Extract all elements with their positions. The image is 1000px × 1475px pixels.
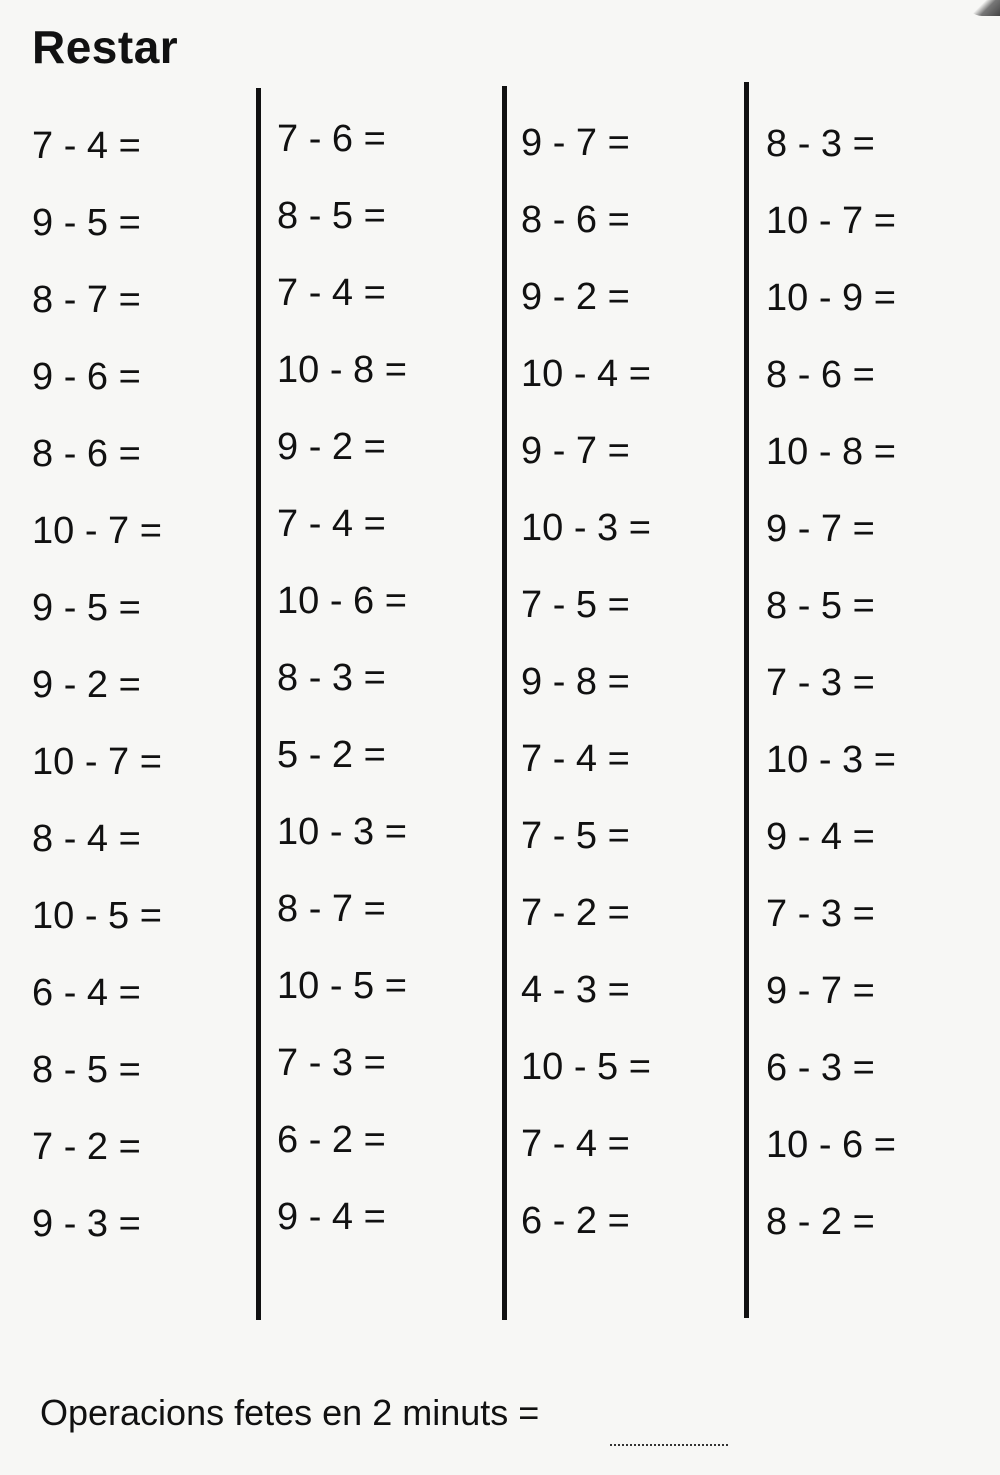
exercise-item: 10 - 5 = [277, 965, 407, 1007]
exercise-item: 6 - 3 = [766, 1047, 875, 1089]
exercise-item: 7 - 4 = [521, 1123, 630, 1165]
column-divider-1 [256, 88, 261, 1320]
exercise-item: 5 - 2 = [277, 734, 386, 776]
exercise-item: 6 - 2 = [277, 1119, 386, 1161]
exercise-item: 8 - 6 = [32, 433, 141, 475]
exercise-item: 7 - 3 = [766, 662, 875, 704]
exercise-item: 9 - 4 = [277, 1196, 386, 1238]
exercise-column-1 [32, 120, 262, 1275]
exercise-item: 10 - 4 = [521, 353, 651, 395]
exercise-item: 10 - 5 = [32, 895, 162, 937]
exercise-item: 9 - 7 = [766, 970, 875, 1012]
exercise-item: 8 - 3 = [277, 657, 386, 699]
column-divider-3 [744, 82, 749, 1318]
exercise-item: 10 - 3 = [277, 811, 407, 853]
exercise-item: 8 - 2 = [766, 1201, 875, 1243]
column-divider-2 [502, 86, 507, 1320]
exercise-item: 10 - 3 = [766, 739, 896, 781]
exercise-item: 6 - 4 = [32, 972, 141, 1014]
exercise-item: 8 - 6 = [521, 199, 630, 241]
exercise-item: 7 - 4 = [277, 272, 386, 314]
exercise-item: 7 - 4 = [521, 738, 630, 780]
exercise-item: 8 - 5 = [277, 195, 386, 237]
exercise-item: 6 - 2 = [521, 1200, 630, 1242]
exercise-item: 10 - 9 = [766, 277, 896, 319]
exercise-item: 9 - 7 = [521, 430, 630, 472]
exercise-item: 8 - 5 = [32, 1049, 141, 1091]
exercise-item: 4 - 3 = [521, 969, 630, 1011]
exercise-item: 8 - 5 = [766, 585, 875, 627]
exercise-item: 9 - 5 = [32, 587, 141, 629]
exercise-column-3 [521, 117, 751, 1272]
exercise-item: 10 - 7 = [766, 200, 896, 242]
footer-label: Operacions fetes en 2 minuts = [40, 1392, 540, 1433]
exercise-item: 9 - 2 = [32, 664, 141, 706]
exercise-item: 7 - 3 = [766, 893, 875, 935]
exercise-item: 9 - 8 = [521, 661, 630, 703]
exercise-item: 8 - 6 = [766, 354, 875, 396]
exercise-item: 10 - 5 = [521, 1046, 651, 1088]
exercise-item: 7 - 6 = [277, 118, 386, 160]
exercise-item: 8 - 4 = [32, 818, 141, 860]
exercise-item: 7 - 5 = [521, 584, 630, 626]
exercise-item: 9 - 6 = [32, 356, 141, 398]
exercise-item: 10 - 6 = [277, 580, 407, 622]
exercise-item: 8 - 7 = [277, 888, 386, 930]
exercise-item: 7 - 3 = [277, 1042, 386, 1084]
exercise-item: 10 - 6 = [766, 1124, 896, 1166]
corner-scan-mark [966, 0, 1000, 16]
exercise-column-2 [277, 113, 507, 1268]
exercise-item: 10 - 8 = [277, 349, 407, 391]
exercise-item: 10 - 7 = [32, 741, 162, 783]
exercise-item: 10 - 3 = [521, 507, 651, 549]
exercise-item: 10 - 8 = [766, 431, 896, 473]
exercise-item: 7 - 2 = [32, 1126, 141, 1168]
exercise-item: 10 - 7 = [32, 510, 162, 552]
exercise-item: 7 - 2 = [521, 892, 630, 934]
exercise-item: 7 - 4 = [277, 503, 386, 545]
exercise-item: 8 - 7 = [32, 279, 141, 321]
exercise-item: 9 - 2 = [521, 276, 630, 318]
exercise-item: 9 - 7 = [766, 508, 875, 550]
exercise-item: 7 - 5 = [521, 815, 630, 857]
exercise-item: 9 - 3 = [32, 1203, 141, 1245]
exercise-item: 7 - 4 = [32, 125, 141, 167]
page-title: Restar [32, 21, 179, 73]
exercise-item: 8 - 3 = [766, 123, 875, 165]
exercise-item: 9 - 2 = [277, 426, 386, 468]
exercise-item: 9 - 4 = [766, 816, 875, 858]
exercise-item: 9 - 5 = [32, 202, 141, 244]
answer-blank[interactable] [610, 1444, 728, 1446]
exercise-column-4 [766, 118, 996, 1273]
exercise-item: 9 - 7 = [521, 122, 630, 164]
